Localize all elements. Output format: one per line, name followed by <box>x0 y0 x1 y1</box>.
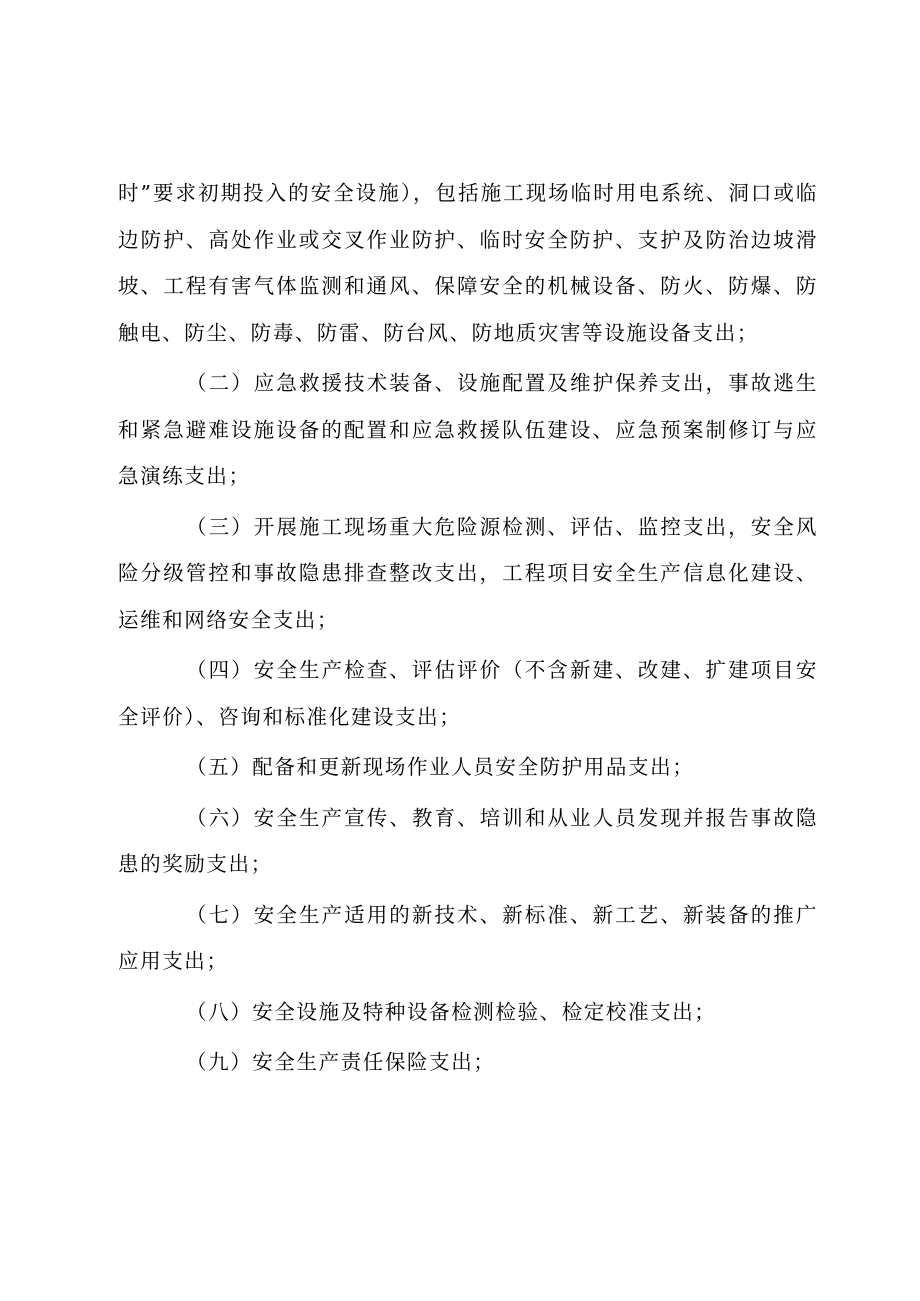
paragraph-item-3: （三）开展施工现场重大危险源检测、评估、监控支出，安全风险分级管控和事故隐患排查整改支出，工程项目安全生产信息化建设、运维和网络安全支出； <box>118 514 818 632</box>
paragraph-item-6: （六）安全生产宣传、教育、培训和从业人员发现并报告事故隐患的奖励支出； <box>118 805 818 876</box>
paragraph-item-9: （九）安全生产责任保险支出； <box>186 1050 496 1074</box>
paragraph-continuation: 时”要求初期投入的安全设施），包括施工现场临时用电系统、洞口或临边防护、高处作业或交叉作业防护、临时安全防护、支护及防治边坡滑坡、工程有害气体监测和通风、保障安全的机械设备、防火、防爆、防触电、防尘、防毒、防雷、防台风、防地质灾害等设施设备支出； <box>118 181 818 345</box>
paragraph-item-2: （二）应急救援技术装备、设施配置及维护保养支出，事故逃生和紧急避难设施设备的配置和应急救援队伍建设、应急预案制修订与应急演练支出； <box>118 371 818 488</box>
paragraph-item-8: （八）安全设施及特种设备检测检验、检定校准支出； <box>186 999 717 1024</box>
document-body <box>118 170 818 1090</box>
paragraph-item-7: （七）安全生产适用的新技术、新标准、新工艺、新装备的推广应用支出； <box>118 902 818 973</box>
paragraph-item-4: （四）安全生产检查、评估评价（不含新建、改建、扩建项目安全评价）、咨询和标准化建设支出； <box>118 658 818 729</box>
paragraph-item-5: （五）配备和更新现场作业人员安全防护用品支出； <box>186 755 695 779</box>
